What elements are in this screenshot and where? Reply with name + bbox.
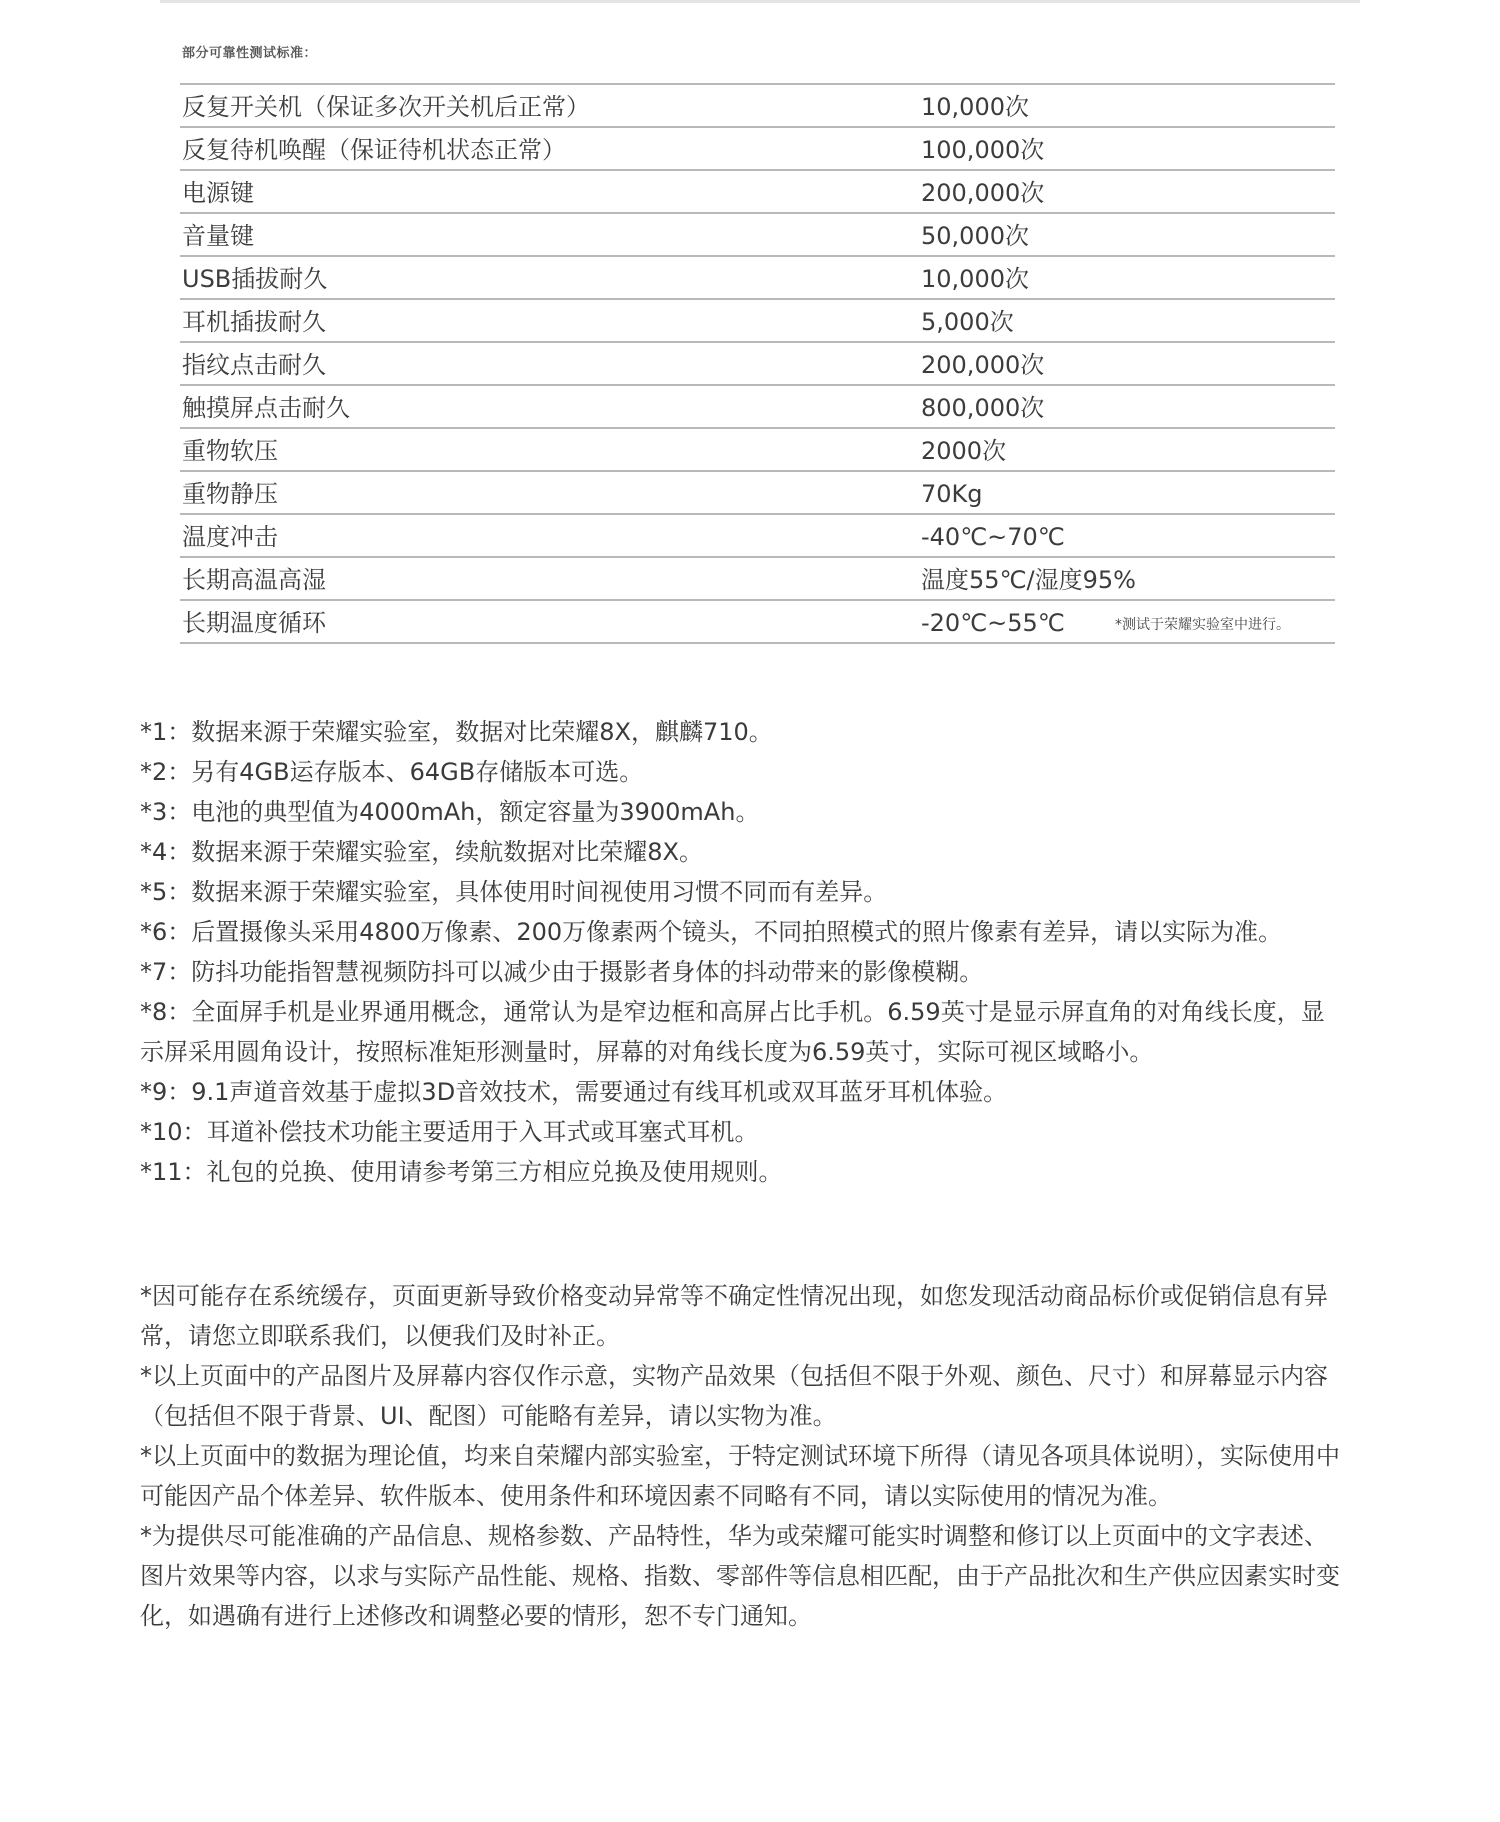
spec-value: 2000次 <box>921 437 1007 465</box>
table-row <box>180 171 1335 214</box>
disclaimers <box>140 1276 1340 1636</box>
footnotes <box>140 712 1340 1192</box>
disclaimer-data: *以上页面中的数据为理论值，均来自荣耀内部实验室，于特定测试环境下所得（请见各项具体说明），实际使用中可能因产品个体差异、软件版本、使用条件和环境因素不同略有不同，请以实际使用的情况为准。 <box>140 1442 1340 1510</box>
top-divider <box>160 0 1360 3</box>
reliability-heading: 部分可靠性测试标准： <box>182 46 318 61</box>
spec-value: 800,000次 <box>921 394 1045 422</box>
spec-name: 温度冲击 <box>182 523 278 551</box>
table-row <box>180 343 1335 386</box>
table-row <box>180 472 1335 515</box>
table-row <box>180 515 1335 558</box>
spec-value: 5,000次 <box>921 308 1014 336</box>
disclaimer-images: *以上页面中的产品图片及屏幕内容仅作示意，实物产品效果（包括但不限于外观、颜色、尺寸）和屏幕显示内容（包括但不限于背景、UI、配图）可能略有差异，请以实物为准。 <box>140 1362 1328 1430</box>
spec-name: 长期高温高湿 <box>182 566 326 594</box>
spec-name: 长期温度循环 <box>182 609 326 637</box>
footnote-2: *2：另有4GB运存版本、64GB存储版本可选。 <box>140 758 644 786</box>
spec-name: 反复待机唤醒（保证待机状态正常） <box>182 136 566 164</box>
spec-name: 触摸屏点击耐久 <box>182 394 350 422</box>
spec-name: 电源键 <box>182 179 254 207</box>
footnote-10: *10：耳道补偿技术功能主要适用于入耳式或耳塞式耳机。 <box>140 1118 759 1146</box>
footnote-9: *9：9.1声道音效基于虚拟3D音效技术，需要通过有线耳机或双耳蓝牙耳机体验。 <box>140 1078 1008 1106</box>
spec-value: 10,000次 <box>921 265 1029 293</box>
spec-value: 50,000次 <box>921 222 1029 250</box>
spec-value: 200,000次 <box>921 179 1045 207</box>
table-row <box>180 128 1335 171</box>
footnote-8: *8：全面屏手机是业界通用概念，通常认为是窄边框和高屏占比手机。6.59英寸是显示屏直角的对角线长度，显示屏采用圆角设计，按照标准矩形测量时，屏幕的对角线长度为6.59英寸，实际可视区域略小。 <box>140 998 1325 1066</box>
spec-value: -20℃~55℃ <box>921 609 1065 637</box>
disclaimer-price: *因可能存在系统缓存，页面更新导致价格变动异常等不确定性情况出现，如您发现活动商品标价或促销信息有异常，请您立即联系我们，以便我们及时补正。 <box>140 1282 1328 1350</box>
spec-name: 耳机插拔耐久 <box>182 308 326 336</box>
reliability-table <box>180 83 1335 644</box>
spec-name: 音量键 <box>182 222 254 250</box>
spec-value: 70Kg <box>921 480 983 508</box>
spec-name: 重物静压 <box>182 480 278 508</box>
spec-name: 反复开关机（保证多次开关机后正常） <box>182 93 590 121</box>
footnote-7: *7：防抖功能指智慧视频防抖可以减少由于摄影者身体的抖动带来的影像模糊。 <box>140 958 984 986</box>
table-row <box>180 558 1335 601</box>
spec-value: 100,000次 <box>921 136 1045 164</box>
table-row <box>180 386 1335 429</box>
footnote-6: *6：后置摄像头采用4800万像素、200万像素两个镜头，不同拍照模式的照片像素有差异，请以实际为准。 <box>140 918 1283 946</box>
spec-name: 重物软压 <box>182 437 278 465</box>
spec-value: 10,000次 <box>921 93 1029 121</box>
table-row <box>180 300 1335 343</box>
footnote-11: *11：礼包的兑换、使用请参考第三方相应兑换及使用规则。 <box>140 1158 783 1186</box>
table-row <box>180 257 1335 300</box>
table-row <box>180 214 1335 257</box>
table-row <box>180 429 1335 472</box>
spec-value: 200,000次 <box>921 351 1045 379</box>
spec-name: USB插拔耐久 <box>182 265 328 293</box>
footnote-1: *1：数据来源于荣耀实验室，数据对比荣耀8X，麒麟710。 <box>140 718 773 746</box>
footnote-5: *5：数据来源于荣耀实验室，具体使用时间视使用习惯不同而有差异。 <box>140 878 888 906</box>
disclaimer-updates: *为提供尽可能准确的产品信息、规格参数、产品特性，华为或荣耀可能实时调整和修订以上页面中的文字表述、图片效果等内容，以求与实际产品性能、规格、指数、零部件等信息相匹配，由于产品批次和生产供应因素实时变化，如遇确有进行上述修改和调整必要的情形，恕不专门通知。 <box>140 1522 1340 1630</box>
footnote-4: *4：数据来源于荣耀实验室，续航数据对比荣耀8X。 <box>140 838 703 866</box>
table-row <box>180 601 1335 644</box>
table-row <box>180 85 1335 128</box>
spec-name: 指纹点击耐久 <box>182 351 326 379</box>
footnote-3: *3：电池的典型值为4000mAh，额定容量为3900mAh。 <box>140 798 760 826</box>
spec-value: 温度55℃/湿度95% <box>921 566 1136 594</box>
spec-value: -40℃~70℃ <box>921 523 1065 551</box>
lab-test-note: *测试于荣耀实验室中进行。 <box>1115 617 1290 633</box>
